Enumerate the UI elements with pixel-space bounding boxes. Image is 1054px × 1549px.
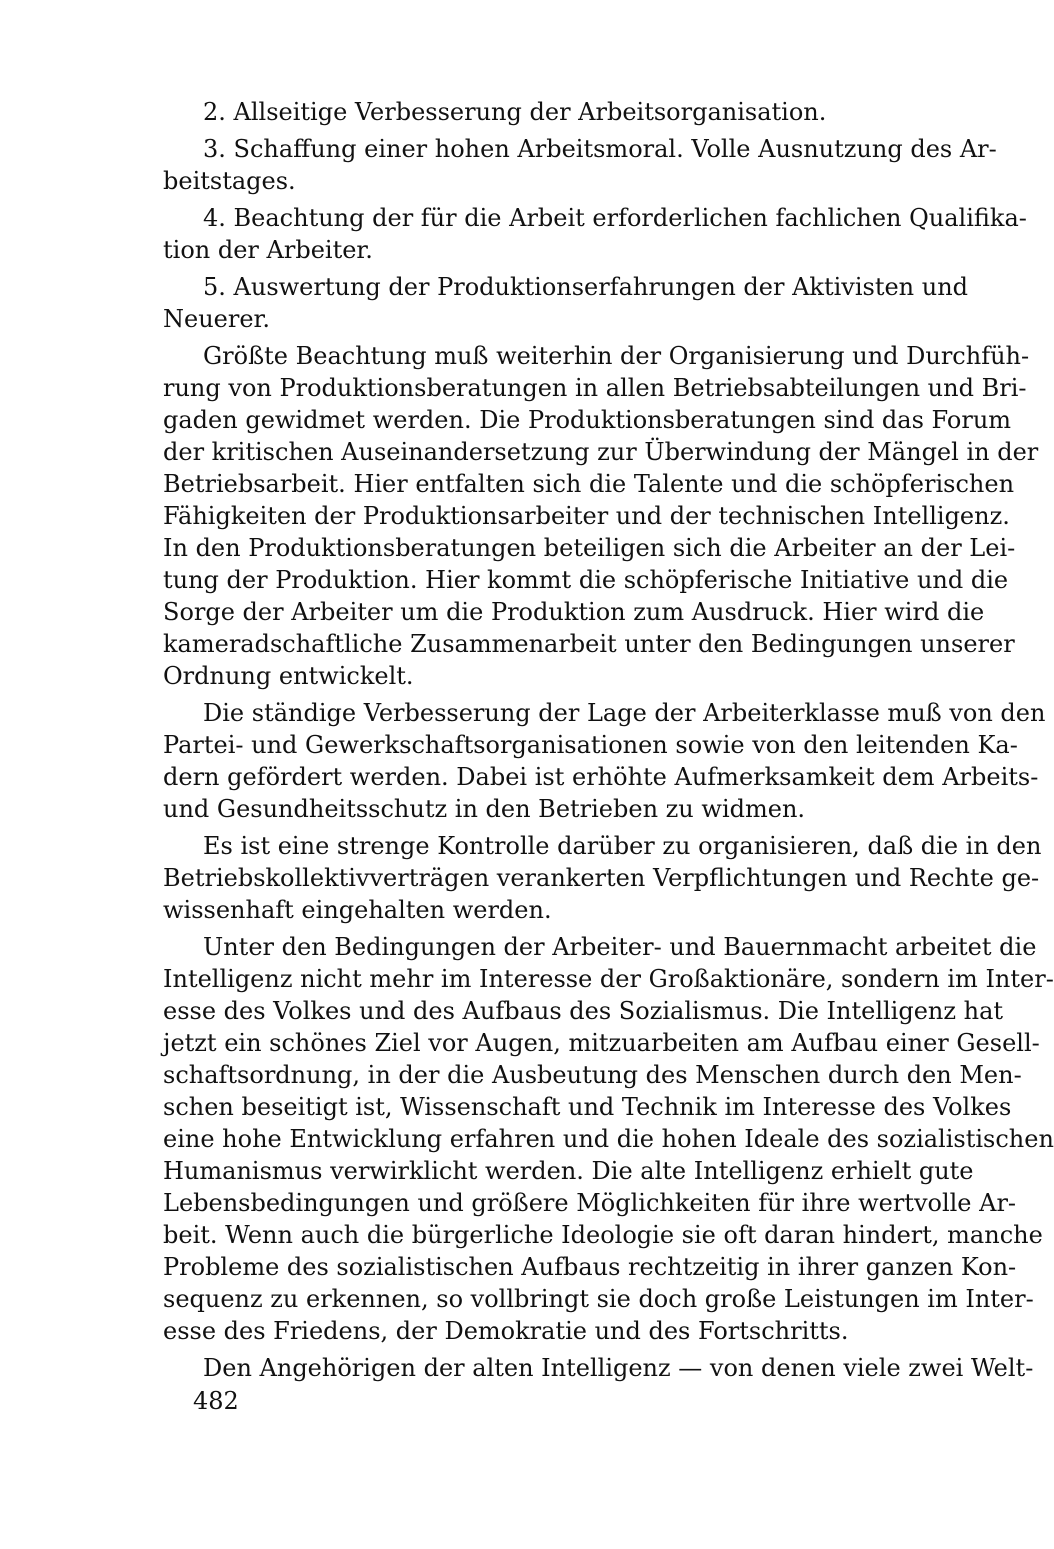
text-line: esse des Friedens, der Demokratie und des Fortschritts. xyxy=(163,1317,849,1345)
text-line: Sorge der Arbeiter um die Produktion zum Ausdruck. Hier wird die xyxy=(163,598,985,626)
text-line: rung von Produktionsberatungen in allen Betriebsabteilungen und Bri- xyxy=(163,374,1027,402)
text-line: Unter den Bedingungen der Arbeiter- und Bauernmacht arbeitet die xyxy=(203,933,1037,961)
text-line: In den Produktionsberatungen beteiligen sich die Arbeiter an der Lei- xyxy=(163,534,1016,562)
text-line: eine hohe Entwicklung erfahren und die hohen Ideale des sozialistischen xyxy=(163,1125,1054,1153)
text-line: schen beseitigt ist, Wissenschaft und Technik im Interesse des Volkes xyxy=(163,1093,1012,1121)
text-line: Die ständige Verbesserung der Lage der Arbeiterklasse muß von den xyxy=(203,699,1046,727)
text-line: tion der Arbeiter. xyxy=(163,236,373,264)
text-line: 2. Allseitige Verbesserung der Arbeitsorganisation. xyxy=(203,98,827,126)
text-line: Probleme des sozialistischen Aufbaus rechtzeitig in ihrer ganzen Kon- xyxy=(163,1253,1017,1281)
text-line: Betriebsarbeit. Hier entfalten sich die Talente und die schöpferischen xyxy=(163,470,1015,498)
text-line: gaden gewidmet werden. Die Produktionsberatungen sind das Forum xyxy=(163,406,1012,434)
text-line: Größte Beachtung muß weiterhin der Organisierung und Durchfüh- xyxy=(203,342,1030,370)
text-line: der kritischen Auseinandersetzung zur Überwindung der Mängel in der xyxy=(163,438,1039,466)
text-line: Ordnung entwickelt. xyxy=(163,662,414,690)
text-line: tung der Produktion. Hier kommt die schöpferische Initiative und die xyxy=(163,566,1009,594)
text-line: beit. Wenn auch die bürgerliche Ideologie sie oft daran hindert, manche xyxy=(163,1221,1043,1249)
text-line: wissenhaft eingehalten werden. xyxy=(163,896,552,924)
text-line: 4. Beachtung der für die Arbeit erforderlichen fachlichen Qualifika- xyxy=(203,204,1027,232)
body-text xyxy=(163,96,1054,1384)
text-line: Partei- und Gewerkschaftsorganisationen sowie von den leitenden Ka- xyxy=(163,731,1018,759)
text-line: Lebensbedingungen und größere Möglichkeiten für ihre wertvolle Ar- xyxy=(163,1189,1017,1217)
text-line: sequenz zu erkennen, so vollbringt sie doch große Leistungen im Inter- xyxy=(163,1285,1034,1313)
text-line: Humanismus verwirklicht werden. Die alte Intelligenz erhielt gute xyxy=(163,1157,974,1185)
text-line: Betriebskollektivverträgen verankerten Verpflichtungen und Rechte ge- xyxy=(163,864,1040,892)
text-line: dern gefördert werden. Dabei ist erhöhte Aufmerksamkeit dem Arbeits- xyxy=(163,763,1039,791)
text-line: Neuerer. xyxy=(163,305,271,333)
text-line: 5. Auswertung der Produktionserfahrungen der Aktivisten und xyxy=(203,273,969,301)
text-line: Fähigkeiten der Produktionsarbeiter und der technischen Intelligenz. xyxy=(163,502,1010,530)
page-number: 482 xyxy=(193,1387,239,1415)
text-line: Es ist eine strenge Kontrolle darüber zu organisieren, daß die in den xyxy=(203,832,1042,860)
text-line: 3. Schaffung einer hohen Arbeitsmoral. Volle Ausnutzung des Ar- xyxy=(203,135,997,163)
text-line: esse des Volkes und des Aufbaus des Sozialismus. Die Intelligenz hat xyxy=(163,997,1004,1025)
text-line: jetzt ein schönes Ziel vor Augen, mitzuarbeiten am Aufbau einer Gesell- xyxy=(163,1029,1040,1057)
text-line: Intelligenz nicht mehr im Interesse der Großaktionäre, sondern im Inter- xyxy=(163,965,1054,993)
text-line: beitstages. xyxy=(163,167,296,195)
text-line: Den Angehörigen der alten Intelligenz — von denen viele zwei Welt- xyxy=(203,1354,1034,1382)
text-line: und Gesundheitsschutz in den Betrieben zu widmen. xyxy=(163,795,806,823)
text-line: schaftsordnung, in der die Ausbeutung des Menschen durch den Men- xyxy=(163,1061,1022,1089)
text-line: kameradschaftliche Zusammenarbeit unter den Bedingungen unserer xyxy=(163,630,1015,658)
